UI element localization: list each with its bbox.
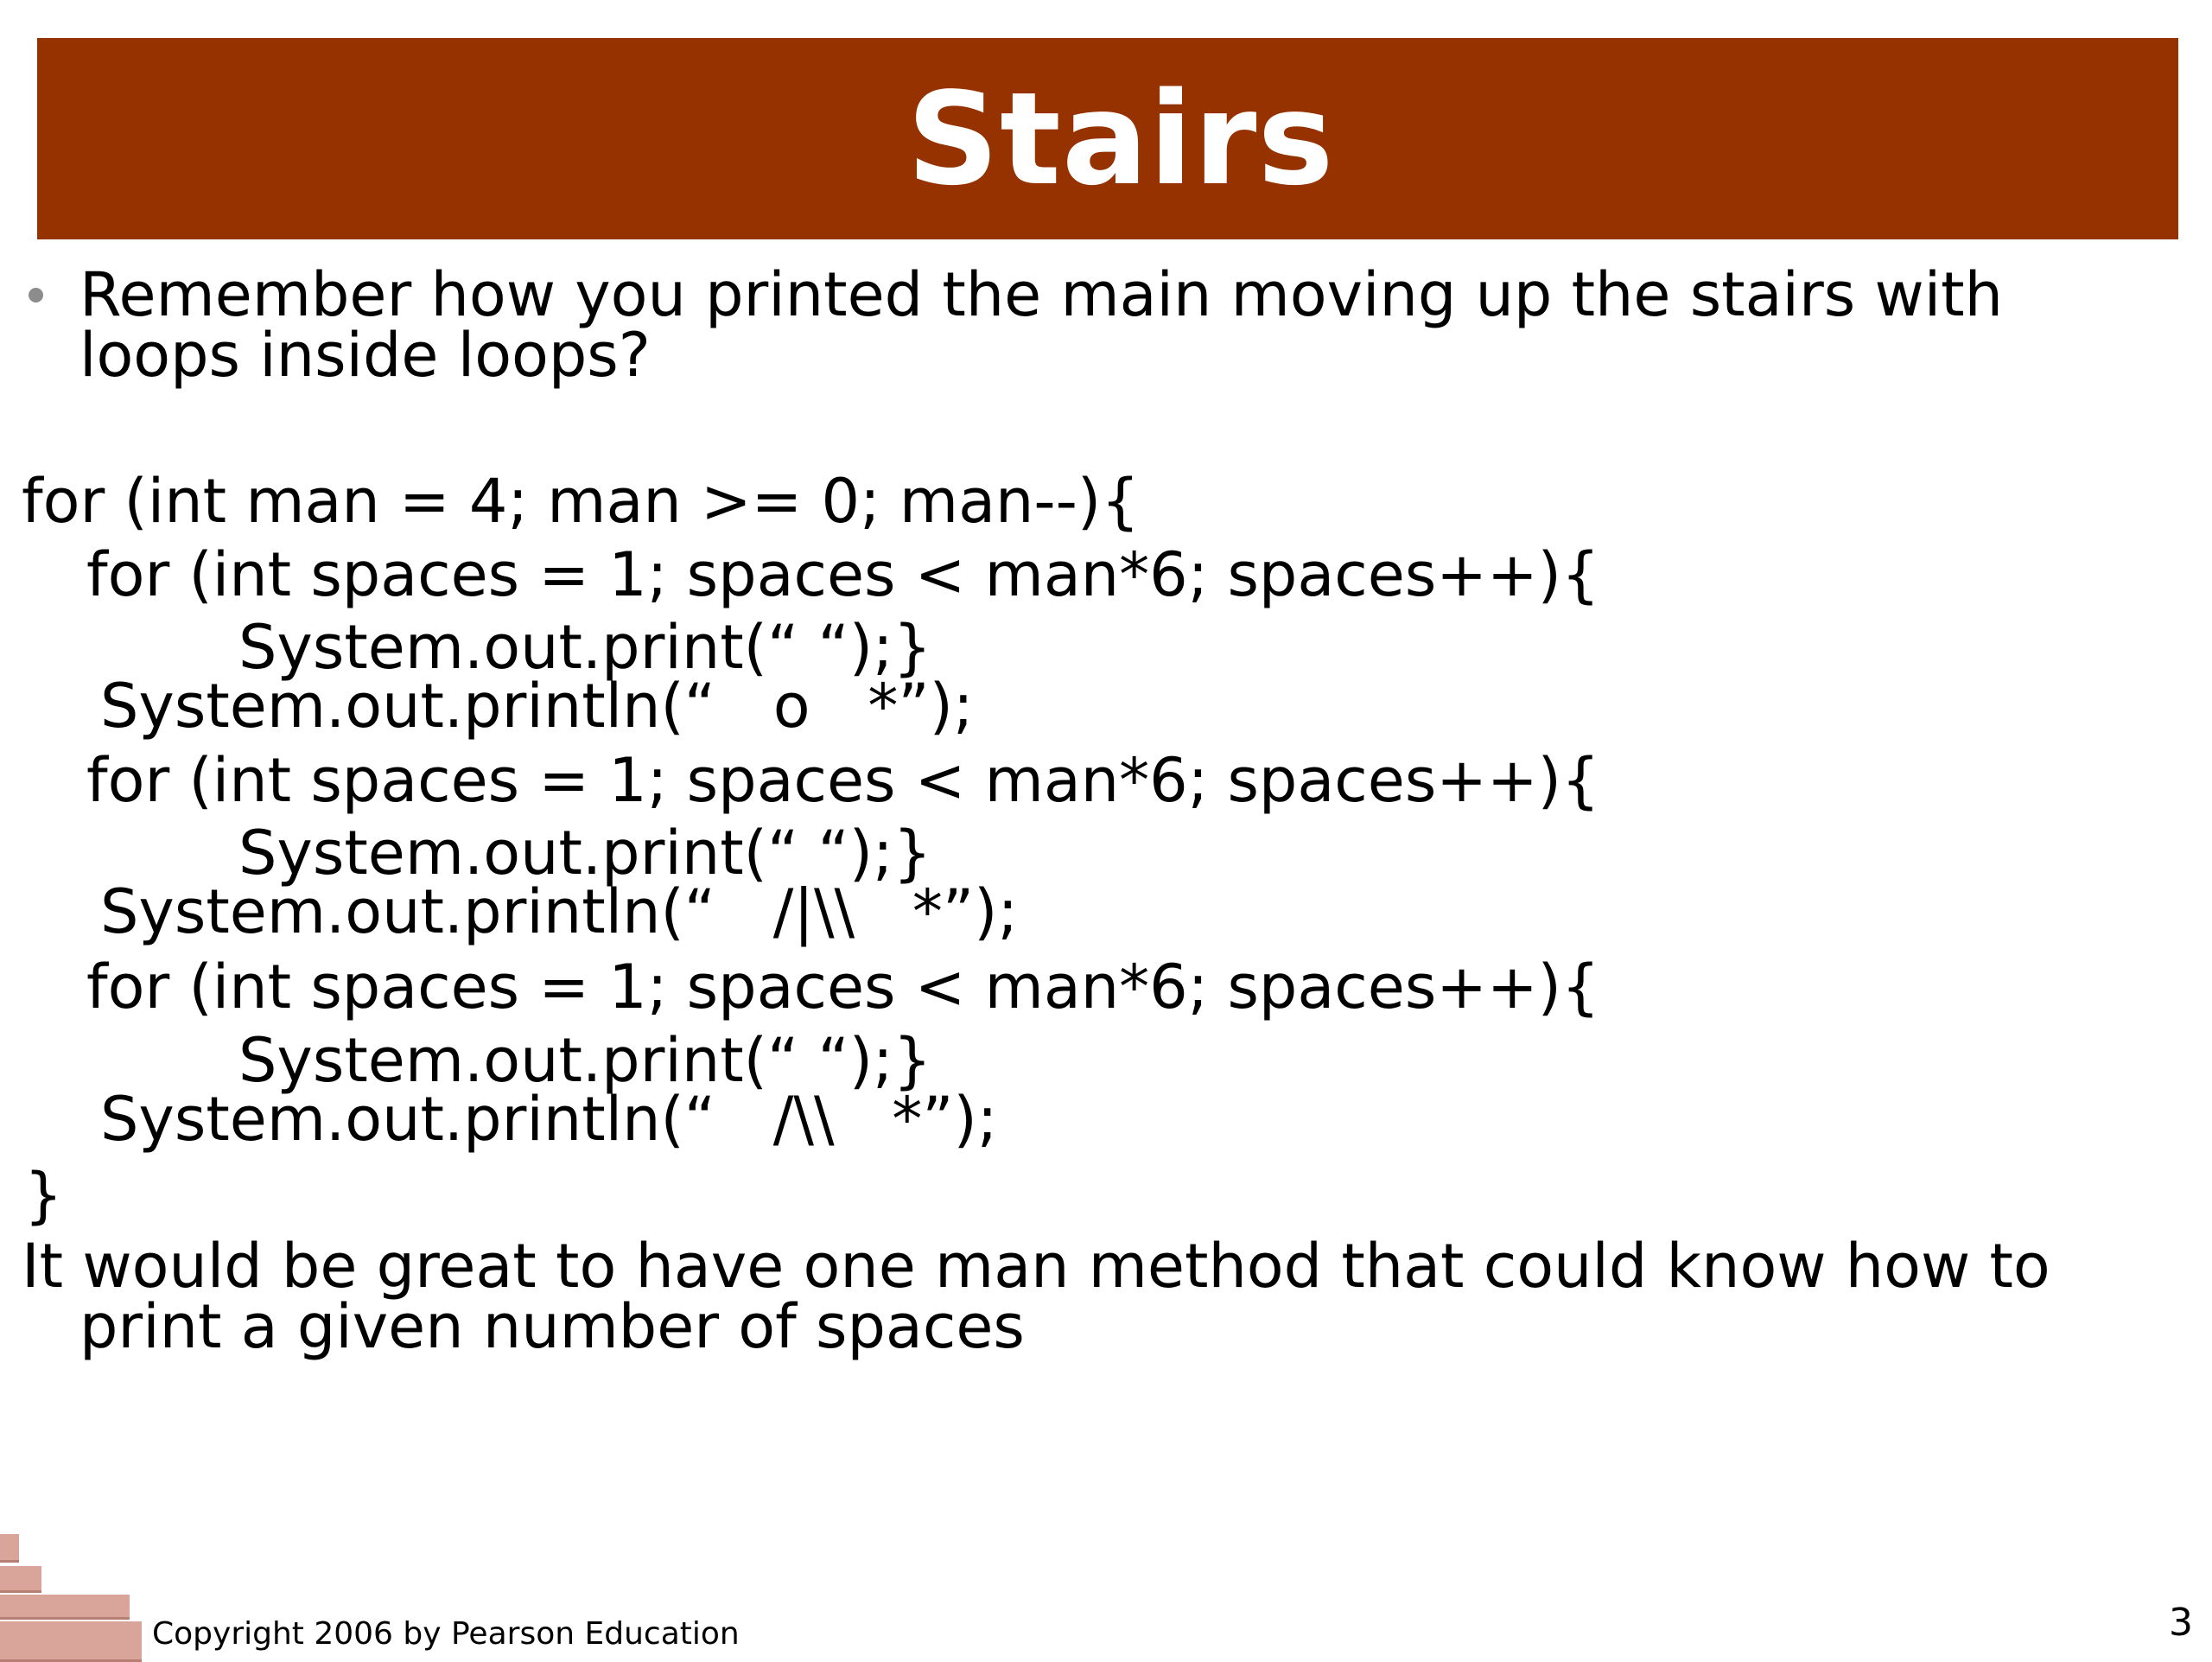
title-banner [37, 38, 2178, 239]
brick [0, 1621, 142, 1662]
bullet-line-1: Remember how you printed the main moving up the stairs with [79, 259, 2003, 330]
code-line: System.out.println(“ /|\\ *”); [100, 876, 1019, 947]
brick [0, 1595, 130, 1620]
code-line: for (int spaces = 1; spaces < man*6; spaces++){ [86, 952, 1600, 1022]
code-line: for (int man = 4; man >= 0; man--){ [22, 466, 1140, 537]
code-line: System.out.print(“ “);} [238, 1025, 932, 1096]
brick [0, 1566, 41, 1593]
code-line: for (int spaces = 1; spaces < man*6; spaces++){ [86, 539, 1600, 610]
code-line: } [24, 1160, 63, 1231]
code-line: System.out.print(“ “);} [238, 612, 932, 683]
closing-line-1: It would be great to have one man method that could know how to [22, 1231, 2050, 1302]
bullet-line-2: loops inside loops? [79, 320, 651, 391]
code-line: System.out.println(“ o *”); [100, 671, 974, 742]
closing-line-2: print a given number of spaces [79, 1291, 1025, 1362]
brick [0, 1534, 19, 1563]
code-line: System.out.println(“ /\\ *”); [100, 1084, 998, 1155]
bullet-dot-icon [29, 288, 43, 302]
slide-title: Stairs [906, 64, 1335, 213]
footer-copyright: Copyright 2006 by Pearson Education [152, 1616, 740, 1652]
code-line: for (int spaces = 1; spaces < man*6; spaces++){ [86, 745, 1600, 816]
page-number: 3 [2169, 1601, 2193, 1645]
code-line: System.out.print(“ “);} [238, 818, 932, 888]
